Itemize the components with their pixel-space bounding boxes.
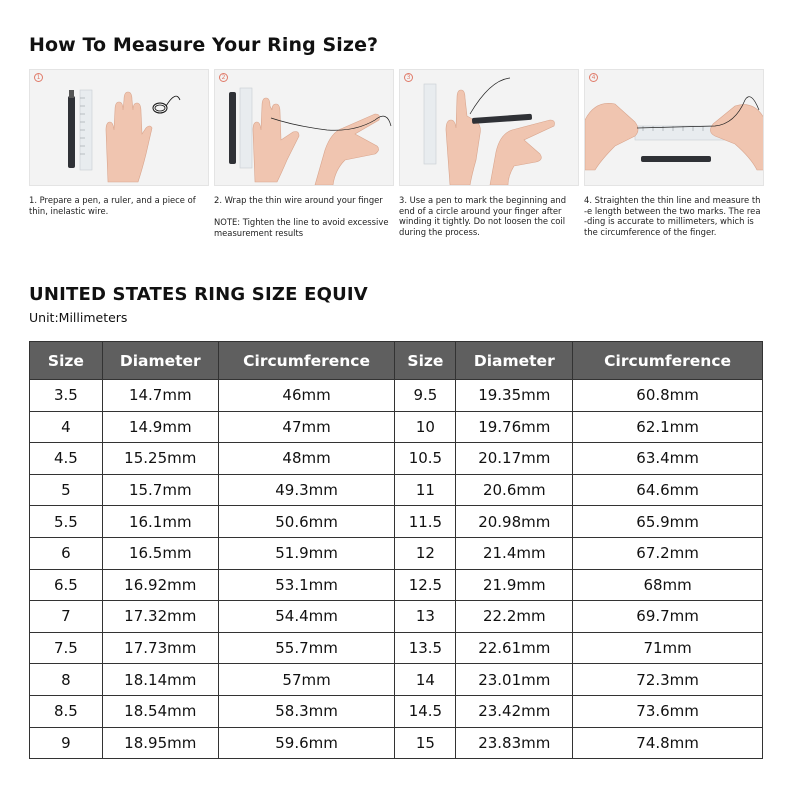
table-cell: 57mm [218, 664, 395, 696]
measurement-steps [29, 69, 764, 244]
table-cell: 14 [395, 664, 456, 696]
table-cell: 22.61mm [456, 632, 573, 664]
table-cell: 64.6mm [573, 474, 763, 506]
table-cell: 74.8mm [573, 727, 763, 759]
table-row [30, 506, 763, 538]
table-cell: 4 [30, 411, 103, 443]
step-2 [214, 69, 394, 238]
table-cell: 19.76mm [456, 411, 573, 443]
table-cell: 6.5 [30, 569, 103, 601]
table-cell: 17.73mm [102, 632, 218, 664]
table-cell: 58.3mm [218, 695, 395, 727]
table-cell: 23.42mm [456, 695, 573, 727]
step-2-photo [214, 69, 394, 186]
page-title: How To Measure Your Ring Size? [29, 34, 379, 56]
table-cell: 8.5 [30, 695, 103, 727]
table-row [30, 664, 763, 696]
table-cell: 18.14mm [102, 664, 218, 696]
table-cell: 9.5 [395, 380, 456, 412]
table-cell: 8 [30, 664, 103, 696]
wrap-wire-illustration [215, 70, 394, 186]
table-row [30, 632, 763, 664]
step-number-badge: 4 [589, 73, 598, 82]
table-cell: 14.7mm [102, 380, 218, 412]
step-3 [399, 69, 579, 237]
table-cell: 10 [395, 411, 456, 443]
column-header: Size [395, 342, 456, 380]
table-header-row [30, 342, 763, 380]
step-4-caption: 4. Straighten the thin line and measure th -e length between the two marks. The rea -ding is accurate to millimeters, which is the circumference of the finger. [584, 195, 761, 237]
table-row [30, 474, 763, 506]
unit-label: Unit:Millimeters [29, 310, 128, 325]
step-2-note: NOTE: Tighten the line to avoid excessive measurement results [214, 217, 389, 238]
table-cell: 14.5 [395, 695, 456, 727]
table-title: UNITED STATES RING SIZE EQUIV [29, 284, 368, 305]
mark-wire-illustration [400, 70, 579, 186]
table-cell: 7 [30, 601, 103, 633]
table-cell: 20.98mm [456, 506, 573, 538]
table-cell: 3.5 [30, 380, 103, 412]
table-cell: 13.5 [395, 632, 456, 664]
table-cell: 59.6mm [218, 727, 395, 759]
table-cell: 22.2mm [456, 601, 573, 633]
table-cell: 13 [395, 601, 456, 633]
step-3-caption: 3. Use a pen to mark the beginning and end of a circle around your finger after winding it tightly. Do not loosen the coil during the process. [399, 195, 567, 237]
table-cell: 60.8mm [573, 380, 763, 412]
step-1-photo [29, 69, 209, 186]
table-cell: 53.1mm [218, 569, 395, 601]
column-header: Diameter [456, 342, 573, 380]
table-cell: 15.25mm [102, 443, 218, 475]
table-cell: 12.5 [395, 569, 456, 601]
table-row [30, 601, 763, 633]
table-row [30, 380, 763, 412]
table-row [30, 537, 763, 569]
table-cell: 23.83mm [456, 727, 573, 759]
table-cell: 55.7mm [218, 632, 395, 664]
table-body [30, 380, 763, 759]
table-cell: 15.7mm [102, 474, 218, 506]
table-row [30, 443, 763, 475]
table-cell: 54.4mm [218, 601, 395, 633]
column-header: Size [30, 342, 103, 380]
step-2-caption: 2. Wrap the thin wire around your finger [214, 195, 383, 205]
table-row [30, 727, 763, 759]
table-cell: 10.5 [395, 443, 456, 475]
table-cell: 67.2mm [573, 537, 763, 569]
table-cell: 20.17mm [456, 443, 573, 475]
table-cell: 11.5 [395, 506, 456, 538]
table-cell: 16.92mm [102, 569, 218, 601]
step-3-photo [399, 69, 579, 186]
table-cell: 46mm [218, 380, 395, 412]
column-header: Diameter [102, 342, 218, 380]
pen-ruler-wire-illustration [30, 70, 209, 186]
measure-wire-illustration [585, 70, 764, 186]
table-cell: 20.6mm [456, 474, 573, 506]
table-cell: 19.35mm [456, 380, 573, 412]
step-4 [584, 69, 764, 237]
table-cell: 16.1mm [102, 506, 218, 538]
table-cell: 5.5 [30, 506, 103, 538]
table-cell: 12 [395, 537, 456, 569]
table-cell: 48mm [218, 443, 395, 475]
table-cell: 65.9mm [573, 506, 763, 538]
table-cell: 11 [395, 474, 456, 506]
table-cell: 5 [30, 474, 103, 506]
table-cell: 4.5 [30, 443, 103, 475]
step-1 [29, 69, 209, 216]
table-cell: 7.5 [30, 632, 103, 664]
table-cell: 50.6mm [218, 506, 395, 538]
step-4-photo [584, 69, 764, 186]
column-header: Circumference [573, 342, 763, 380]
step-number-badge: 2 [219, 73, 228, 82]
table-cell: 51.9mm [218, 537, 395, 569]
table-cell: 62.1mm [573, 411, 763, 443]
table-cell: 72.3mm [573, 664, 763, 696]
table-cell: 16.5mm [102, 537, 218, 569]
table-cell: 9 [30, 727, 103, 759]
step-1-caption: 1. Prepare a pen, a ruler, and a piece of thin, inelastic wire. [29, 195, 196, 216]
table-cell: 63.4mm [573, 443, 763, 475]
table-cell: 21.4mm [456, 537, 573, 569]
table-row [30, 411, 763, 443]
column-header: Circumference [218, 342, 395, 380]
table-cell: 18.54mm [102, 695, 218, 727]
step-number-badge: 3 [404, 73, 413, 82]
table-cell: 17.32mm [102, 601, 218, 633]
table-row [30, 569, 763, 601]
table-cell: 6 [30, 537, 103, 569]
step-number-badge: 1 [34, 73, 43, 82]
table-cell: 18.95mm [102, 727, 218, 759]
table-cell: 73.6mm [573, 695, 763, 727]
table-cell: 47mm [218, 411, 395, 443]
table-cell: 21.9mm [456, 569, 573, 601]
table-cell: 69.7mm [573, 601, 763, 633]
table-row [30, 695, 763, 727]
table-cell: 71mm [573, 632, 763, 664]
ring-size-table [29, 341, 763, 759]
table-cell: 23.01mm [456, 664, 573, 696]
table-cell: 49.3mm [218, 474, 395, 506]
table-cell: 14.9mm [102, 411, 218, 443]
table-cell: 68mm [573, 569, 763, 601]
table-cell: 15 [395, 727, 456, 759]
